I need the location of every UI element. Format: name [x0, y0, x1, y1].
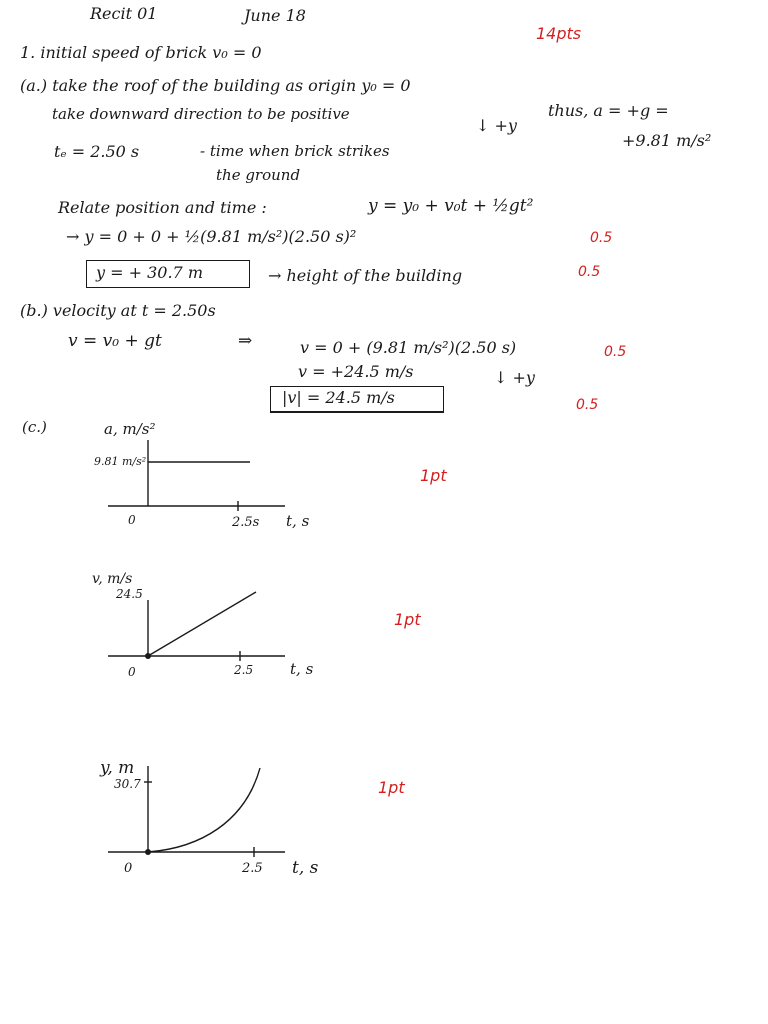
position-curve: [148, 768, 260, 852]
relate-label: Relate position and time :: [58, 198, 267, 217]
problem-title: 1. initial speed of brick v₀ = 0: [20, 43, 262, 62]
score-height: 0.5: [578, 264, 601, 280]
substitution-eq: → y = 0 + 0 + ½(9.81 m/s²)(2.50 s)²: [66, 227, 357, 246]
total-points: 14pts: [536, 24, 582, 43]
accel-y-value: 9.81 m/s²: [94, 455, 147, 468]
accel-x-label: t, s: [286, 512, 310, 530]
position-y-value: 30.7: [114, 777, 141, 791]
accel-y-label: a, m/s²: [104, 420, 156, 438]
velocity-value: v = +24.5 m/s: [298, 362, 414, 381]
velocity-direction: ↓ +y: [494, 368, 535, 387]
part-b-label: (b.) velocity at t = 2.50s: [20, 301, 216, 320]
score-speed: 0.5: [576, 397, 599, 413]
height-result: y = + 30.7 m: [96, 263, 203, 282]
position-x-value: 2.5: [242, 861, 263, 876]
score-accel-graph: 1pt: [420, 466, 447, 485]
velocity-origin-dot: [145, 653, 151, 659]
score-velocity-sub: 0.5: [604, 344, 627, 360]
accel-origin: 0: [128, 513, 136, 527]
velocity-line: [148, 592, 256, 656]
speed-result: |v| = 24.5 m/s: [282, 388, 395, 407]
thus-acceleration: thus, a = +g =: [548, 101, 669, 120]
position-y-label: y, m: [100, 758, 135, 778]
velocity-y-label: v, m/s: [92, 571, 133, 587]
gravity-value: +9.81 m/s²: [622, 131, 712, 150]
velocity-equation: v = v₀ + gt: [68, 331, 162, 351]
velocity-x-value: 2.5: [234, 663, 254, 677]
velocity-y-value: 24.5: [116, 587, 143, 601]
height-note: → height of the building: [268, 266, 463, 285]
date: June 18: [244, 6, 306, 25]
part-c-label: (c.): [22, 418, 47, 436]
velocity-x-label: t, s: [290, 660, 314, 678]
score-velocity-graph: 1pt: [394, 610, 421, 629]
velocity-substitution: v = 0 + (9.81 m/s²)(2.50 s): [300, 338, 517, 357]
kinematic-equation: y = y₀ + v₀t + ½gt²: [368, 196, 534, 216]
accel-x-value: 2.5s: [232, 515, 260, 530]
direction-positive: ↓ +y: [476, 116, 517, 135]
final-time: tₑ = 2.50 s: [54, 142, 140, 161]
implies-arrow: ⇒: [238, 331, 253, 351]
part-a-line1: (a.) take the roof of the building as origin y₀ = 0: [20, 76, 411, 95]
score-position-graph: 1pt: [378, 778, 405, 797]
final-time-desc2: the ground: [216, 166, 301, 184]
position-x-label: t, s: [292, 858, 319, 878]
position-origin: 0: [124, 861, 133, 876]
recit-label: Recit 01: [90, 4, 158, 23]
part-a-line2: take downward direction to be positive: [52, 105, 350, 123]
score-substitution: 0.5: [590, 230, 613, 246]
velocity-origin: 0: [128, 665, 136, 679]
final-time-desc1: - time when brick strikes: [200, 142, 390, 160]
position-origin-dot: [145, 849, 151, 855]
